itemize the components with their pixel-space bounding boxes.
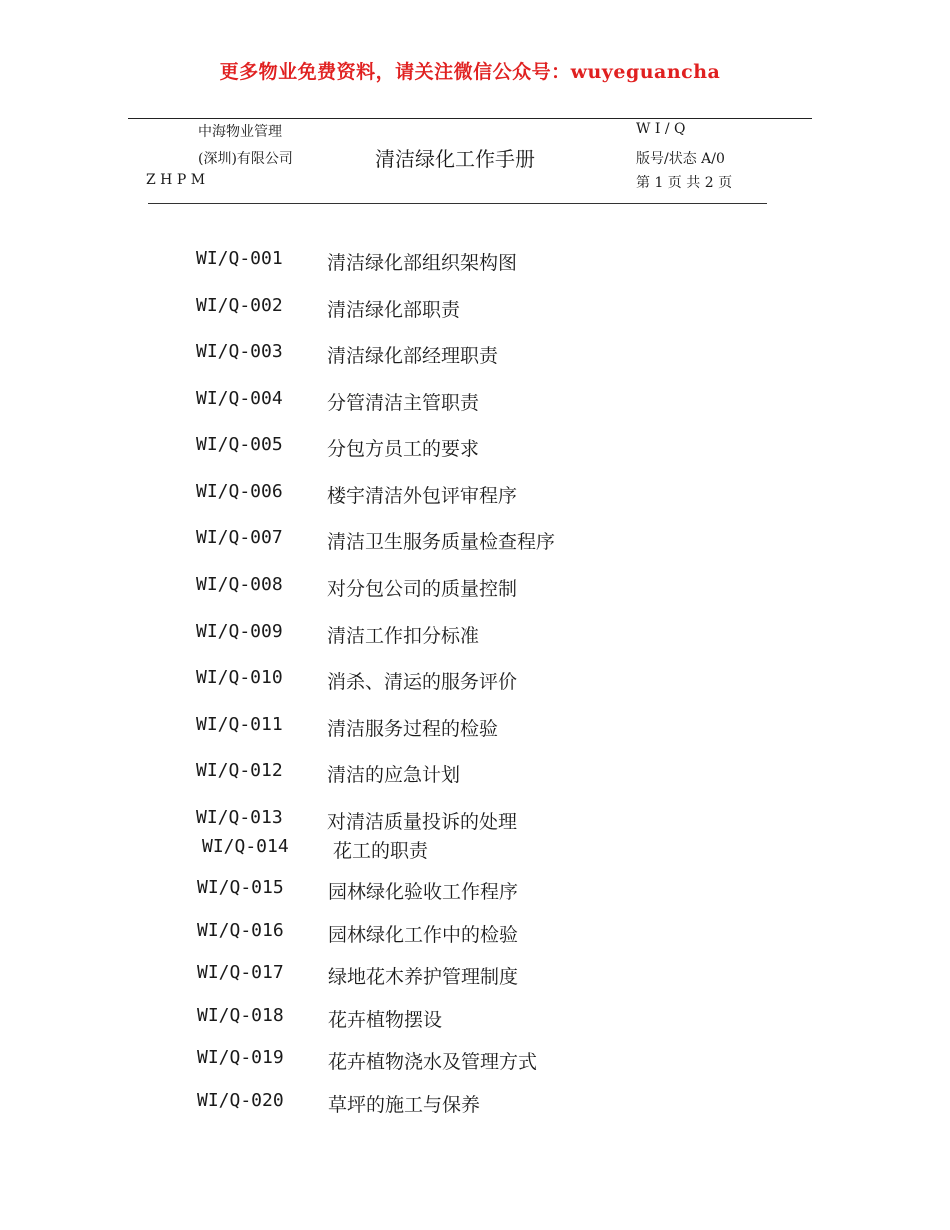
toc-item-code: WI/Q-018 [197,1005,284,1026]
toc-item-title: 清洁服务过程的检验 [327,718,499,740]
toc-item-code: WI/Q-017 [197,962,284,983]
toc-item-code: WI/Q-013 [196,807,283,828]
header-bottom-rule [148,203,767,204]
toc-item-code: WI/Q-010 [196,667,283,688]
toc-item-code: WI/Q-008 [196,574,283,595]
toc-item-title: 花卉植物摆设 [328,1009,443,1031]
toc-item-title: 园林绿化验收工作程序 [328,881,519,903]
toc-item-code: WI/Q-016 [197,920,284,941]
toc-item-title: 清洁工作扣分标准 [327,625,480,647]
toc-item-title: 园林绿化工作中的检验 [328,924,519,946]
toc-item-code: WI/Q-005 [196,434,283,455]
toc-item-code: WI/Q-012 [196,760,283,781]
company-name-line2: (深圳)有限公司 [198,151,293,167]
toc-item-code: WI/Q-007 [196,527,283,548]
document-code: W I / Q [636,121,686,137]
toc-item-code: WI/Q-014 [202,836,289,857]
promo-banner: 更多物业免费资料，请关注微信公众号：wuyeguancha [219,61,721,83]
toc-item-title: 对清洁质量投诉的处理 [327,811,518,833]
toc-item-code: WI/Q-015 [197,877,284,898]
toc-item-code: WI/Q-019 [197,1047,284,1068]
toc-item-title: 楼宇清洁外包评审程序 [327,485,518,507]
toc-item-code: WI/Q-020 [197,1090,284,1111]
toc-item-code: WI/Q-001 [196,248,283,269]
toc-item-title: 清洁的应急计划 [327,764,461,786]
toc-item-title: 清洁绿化部组织架构图 [327,252,518,274]
header-top-rule [128,118,812,119]
page-info: 第 1 页 共 2 页 [636,175,733,191]
toc-item-title: 清洁绿化部职责 [327,299,461,321]
toc-item-code: WI/Q-003 [196,341,283,362]
toc-item-code: WI/Q-011 [196,714,283,735]
company-abbr: Z H P M [146,172,206,188]
document-title: 清洁绿化工作手册 [375,147,535,171]
toc-item-title: 消杀、清运的服务评价 [327,671,518,693]
toc-item-title: 草坪的施工与保养 [328,1094,481,1116]
toc-item-title: 花卉植物浇水及管理方式 [328,1051,538,1073]
toc-item-title: 花工的职责 [333,840,429,862]
toc-item-code: WI/Q-004 [196,388,283,409]
toc-item-title: 清洁卫生服务质量检查程序 [327,531,556,553]
toc-item-code: WI/Q-009 [196,621,283,642]
toc-item-title: 绿地花木养护管理制度 [328,966,519,988]
toc-item-title: 对分包公司的质量控制 [327,578,518,600]
company-name-line1: 中海物业管理 [198,124,282,140]
toc-item-title: 清洁绿化部经理职责 [327,345,499,367]
toc-item-code: WI/Q-002 [196,295,283,316]
toc-item-code: WI/Q-006 [196,481,283,502]
toc-item-title: 分包方员工的要求 [327,438,480,460]
toc-item-title: 分管清洁主管职责 [327,392,480,414]
version-status: 版号/状态 A/0 [636,151,725,167]
